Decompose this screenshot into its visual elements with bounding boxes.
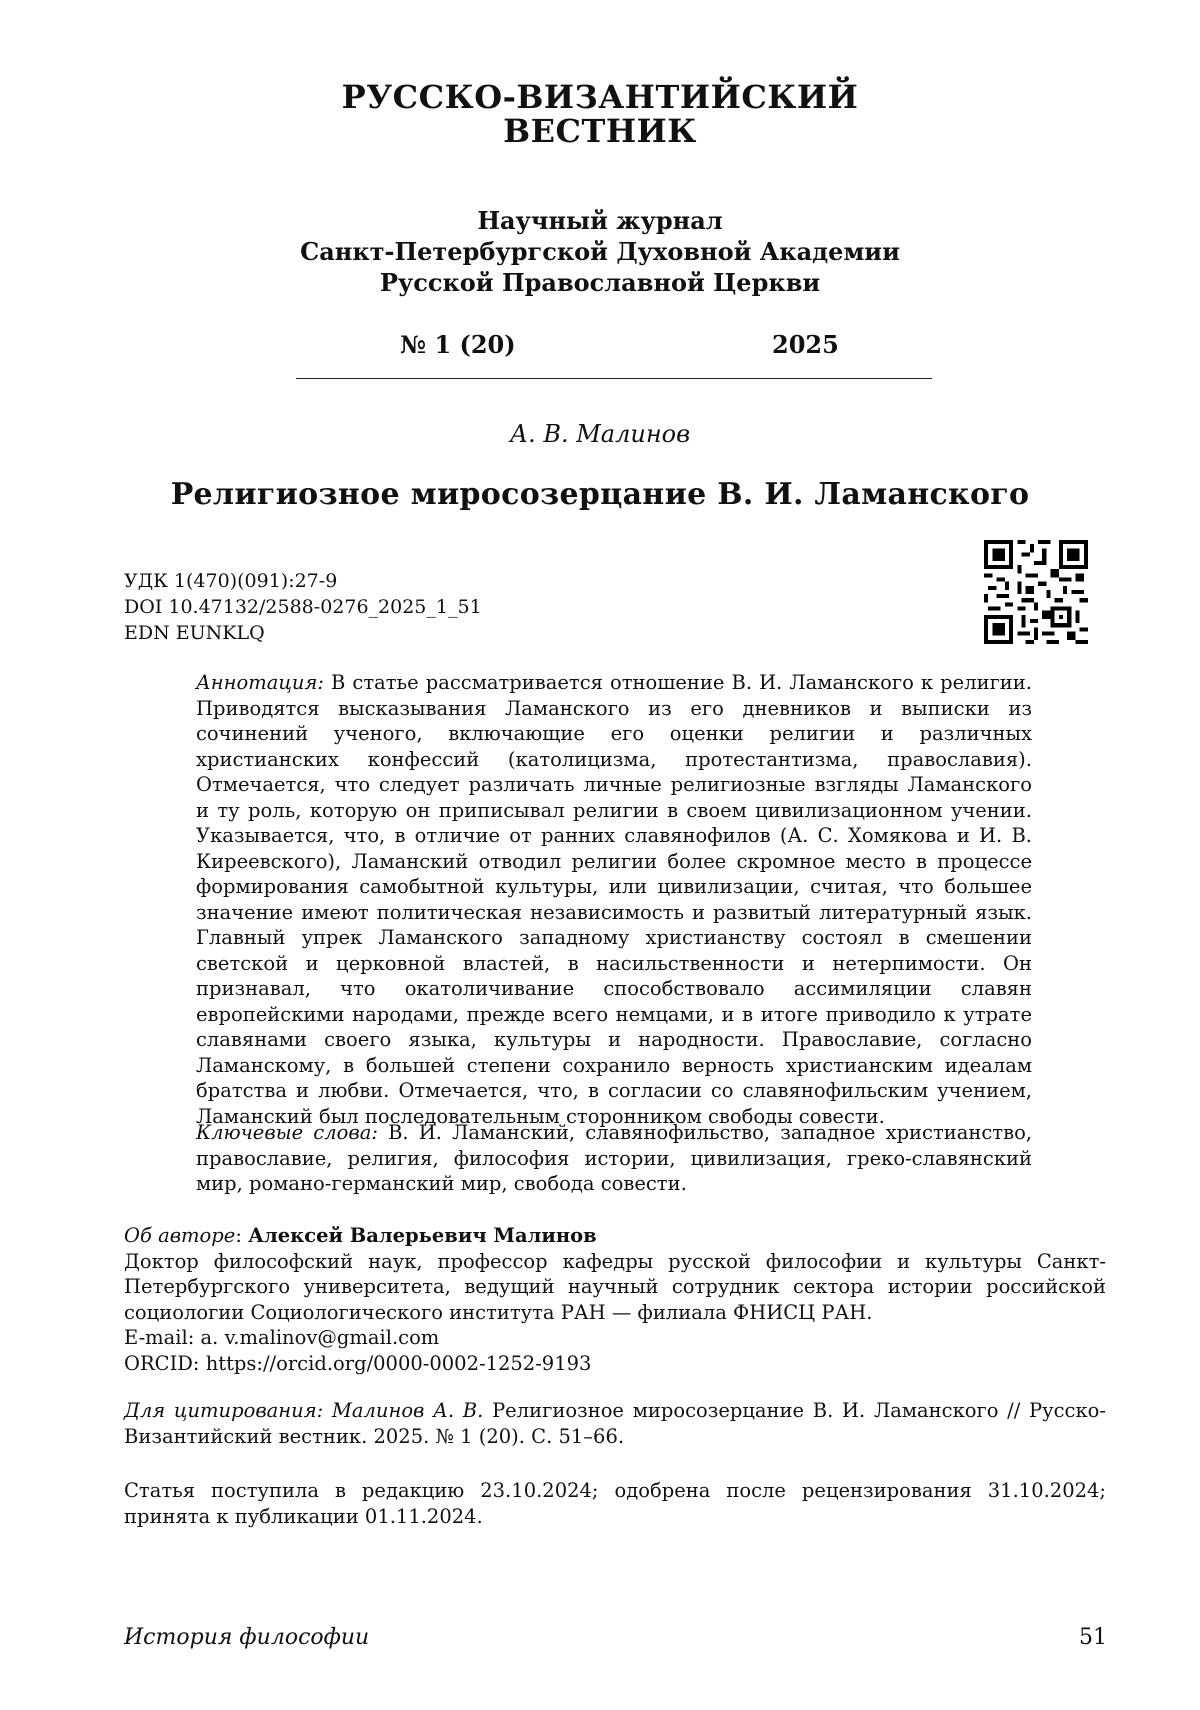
journal-title	[0, 80, 1200, 148]
header-divider	[296, 378, 932, 379]
citation-label: Для цитирования: Малинов А. В.	[124, 1399, 483, 1422]
author-bio: Доктор философский наук, профессор кафедры русской философии и культуры Санкт-Петербургского университета, ведущий научный сотрудник сектора истории российской социологии Социологического института РАН — филиала ФНИСЦ РАН.	[124, 1249, 1106, 1326]
article-title: Религиозное миросозерцание В. И. Ламанского	[0, 477, 1200, 512]
journal-sub-line3: Русской Православной Церкви	[0, 267, 1200, 298]
edn: EDN EUNKLQ	[124, 620, 482, 646]
page-number: 51	[1079, 1625, 1107, 1650]
keywords-text: В. И. Ламанский, славянофильство, западное христианство, православие, религия, философия истории, цивилизация, греко-славянский мир, романо-германский мир, свобода совести.	[196, 1121, 1032, 1195]
footer-section-title: История философии	[124, 1625, 369, 1650]
issue-year: 2025	[772, 330, 839, 359]
author-orcid: ORCID: https://orcid.org/0000-0002-1252-9193	[124, 1351, 1106, 1377]
udk: УДК 1(470)(091):27-9	[124, 568, 482, 594]
about-author: Об авторе: Алексей Валерьевич Малинов Доктор философский наук, профессор кафедры русской философии и культуры Санкт-Петербургского университета, ведущий научный сотрудник сектора истории российской социологии Социологического института РАН — филиала ФНИСЦ РАН. E-mail: a. v.malinov@gmail.com ORCID: https://orcid.org/0000-0002-1252-9193	[124, 1223, 1106, 1376]
qr-code-icon	[984, 540, 1088, 644]
keywords	[196, 1120, 1032, 1197]
author-email: E-mail: a. v.malinov@gmail.com	[124, 1325, 1106, 1351]
article-identifiers	[124, 568, 482, 646]
issue-number: № 1 (20)	[400, 330, 516, 359]
abstract-text: В статье рассматривается отношение В. И. Ламанского к религии. Приводятся высказывания Ламанского из его дневников и выписки из сочинений ученого, включающие его оценки религии и различных христианских конфессий (католицизма, протестантизма, православия). Отмечается, что следует различать личные религиозные взгляды Ламанского и ту роль, которую он приписывал религии в своем цивилизационном учении. Указывается, что, в отличие от ранних славянофилов (А. С. Хомякова и И. В. Киреевского), Ламанский отводил религии более скромное место в процессе формирования самобытной культуры, или цивилизации, считая, что большее значение имеют политическая независимость и развитый литературный язык. Главный упрек Ламанского западному христианству состоял в смешении светской и церковной властей, в насильственности и нетерпимости. Он признавал, что окатоличивание способствовало ассимиляции славян европейскими народами, прежде всего немцами, и в итоге приводило к утрате славянами своего языка, культуры и народности. Православие, согласно Ламанскому, в большей степени сохранило верность христианским идеалам братства и любви. Отмечается, что, в согласии со славянофильским учением, Ламанский был последовательным сторонником свободы совести.	[196, 671, 1032, 1128]
author-full-name: Алексей Валерьевич Малинов	[248, 1224, 597, 1247]
journal-subtitle	[0, 205, 1200, 298]
abstract	[196, 670, 1032, 1129]
about-label: Об авторе	[124, 1224, 235, 1247]
journal-sub-line2: Санкт-Петербургской Духовной Академии	[0, 236, 1200, 267]
journal-title-line1: РУССКО-ВИЗАНТИЙСКИЙ	[0, 80, 1200, 114]
received-dates: Статья поступила в редакцию 23.10.2024; одобрена после рецензирования 31.10.2024; принята к публикации 01.11.2024.	[124, 1478, 1106, 1529]
journal-title-line2: ВЕСТНИК	[0, 114, 1200, 148]
citation	[124, 1398, 1106, 1449]
page	[0, 0, 1200, 1710]
doi: DOI 10.47132/2588-0276_2025_1_51	[124, 594, 482, 620]
abstract-label: Аннотация:	[196, 671, 324, 694]
journal-sub-line1: Научный журнал	[0, 205, 1200, 236]
keywords-label: Ключевые слова:	[196, 1121, 378, 1144]
citation-text: Религиозное миросозерцание В. И. Ламанского // Русско-Византийский вестник. 2025. № 1 (20). С. 51–66.	[124, 1399, 1106, 1448]
article-author: А. В. Малинов	[0, 420, 1200, 448]
